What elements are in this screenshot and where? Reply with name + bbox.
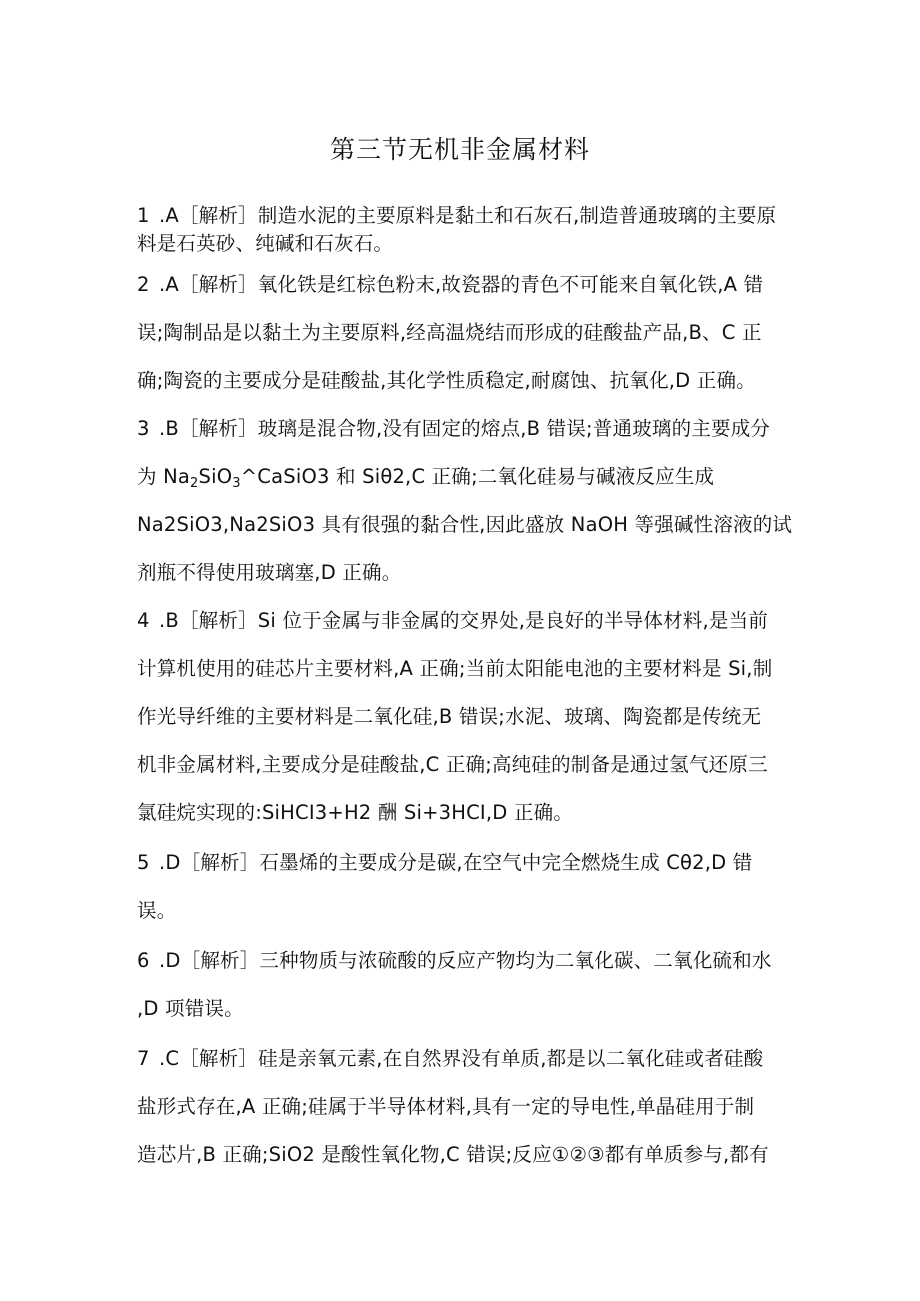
page-title: 第三节无机非金属材料: [329, 135, 590, 164]
item-4-line-4: 机非金属材料,主要成分是硅酸盐,C 正确;高纯硅的制备是通过氢气还原三: [137, 753, 768, 776]
item-2-line-1: 2 .A［解析］氧化铁是红棕色粉末,故瓷器的青色不可能来自氧化铁,A 错: [137, 270, 797, 300]
item-number: 7: [137, 1047, 150, 1070]
item-1-line-2: 料是石英砂、纯碱和石灰石。: [137, 232, 394, 255]
item-7-line-2: 盐形式存在,A 正确;硅属于半导体材料,具有一定的导电性,单晶硅用于制: [137, 1095, 755, 1118]
item-4-line-2: 计算机使用的硅芯片主要材料,A 正确;当前太阳能电池的主要材料是 Si,制: [137, 657, 773, 680]
item-3-line-3: Na2SiO3,Na2SiO3 具有很强的黏合性,因此盛放 NaOH 等强碱性溶液的试: [137, 513, 793, 536]
item-4-line-1: 4 .B［解析］Si 位于金属与非金属的交界处,是良好的半导体材料,是当前: [137, 606, 797, 636]
item-2-line-2: 误;陶制品是以黏土为主要原料,经高温烧结而形成的硅酸盐产品,B、C 正: [137, 321, 762, 344]
item-1-line-1: 1 .A［解析］制造水泥的主要原料是黏土和石灰石,制造普通玻璃的主要原: [137, 201, 797, 231]
item-number: 1: [137, 204, 150, 227]
item-3-line-4: 剂瓶不得使用玻璃塞,D 正确。: [137, 561, 402, 584]
item-7-line-1: 7 .C［解析］硅是亲氧元素,在自然界没有单质,都是以二氧化硅或者硅酸: [137, 1044, 797, 1074]
item-4-line-3: 作光导纤维的主要材料是二氧化硅,B 错误;水泥、玻璃、陶瓷都是传统无: [137, 705, 762, 728]
item-6-line-1: 6 .D［解析］三种物质与浓硫酸的反应产物均为二氧化碳、二氧化硫和水: [137, 946, 797, 976]
item-3-line-2: 为 $Na_2SiO_3\^{}CaSiO3$ 和 Siθ2,C 正确;二氧化硅易与碱液反应生成: [137, 465, 715, 491]
item-5-line-1: 5 .D［解析］石墨烯的主要成分是碳,在空气中完全燃烧生成 Cθ2,D 错: [137, 848, 797, 878]
item-2-line-3: 确;陶瓷的主要成分是硅酸盐,其化学性质稳定,耐腐蚀、抗氧化,D 正确。: [137, 369, 756, 392]
item-5-line-2: 误。: [137, 899, 177, 922]
item-number: 6: [137, 949, 150, 972]
item-4-line-5: 氯硅烷实现的:SiHCI3+H2 酬 Si+3HCI,D 正确。: [137, 801, 573, 824]
item-7-line-3: 造芯片,B 正确;SiO2 是酸性氧化物,C 错误;反应①②③都有单质参与,都有: [137, 1143, 769, 1166]
item-number: 4: [137, 609, 150, 632]
item-number: 2: [137, 273, 150, 296]
item-number: 5: [137, 851, 150, 874]
item-3-line-1: 3 .B［解析］玻璃是混合物,没有固定的熔点,B 错误;普通玻璃的主要成分: [137, 414, 797, 444]
item-number: 3: [137, 417, 150, 440]
item-6-line-2: ,D 项错误。: [137, 997, 244, 1020]
